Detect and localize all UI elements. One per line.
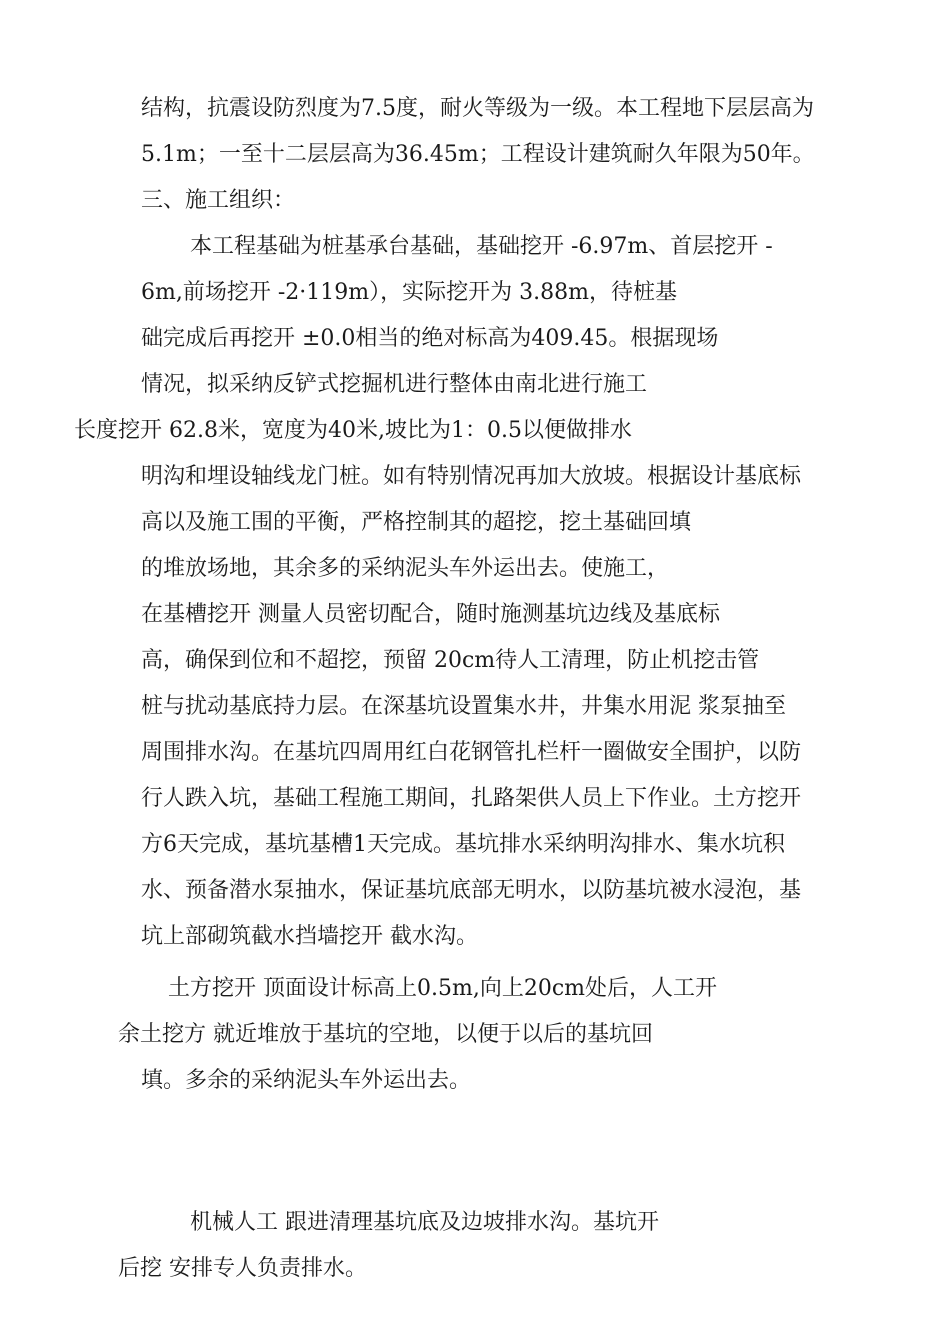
text-line: 土方挖开 顶面设计标高上0.5m,向上20cm处后，人工开 <box>168 976 718 1001</box>
text-line: 在基槽挖开 测量人员密切配合，随时施测基坑边线及基底标 <box>141 602 720 627</box>
text-line: 水、预备潜水泵抽水，保证基坑底部无明水，以防基坑被水浸泡，基 <box>141 878 802 903</box>
text-line: 桩与扰动基底持力层。在深基坑设置集水井，井集水用泥 浆泵抽至 <box>141 694 786 719</box>
text-line: 6m,前场挖开 -2·119m），实际挖开为 3.88m，待桩基 <box>141 280 677 305</box>
text-line: 情况，拟采纳反铲式挖掘机进行整体由南北进行施工 <box>141 372 648 397</box>
text-line: 余土挖方 就近堆放于基坑的空地，以便于以后的基坑回 <box>118 1022 653 1047</box>
text-line: 行人跌入坑，基础工程施工期间，扎路架供人员上下作业。土方挖开 <box>141 786 802 811</box>
text-line: 方6天完成，基坑基槽1天完成。基坑排水采纳明沟排水、集水坑积 <box>141 832 785 857</box>
text-line: 机械人工 跟进清理基坑底及边坡排水沟。基坑开 <box>190 1210 659 1235</box>
text-line: 后挖 安排专人负责排水。 <box>118 1256 367 1281</box>
text-line: 周围排水沟。在基坑四周用红白花钢管扎栏杆一圈做安全围护，以防 <box>141 740 802 765</box>
text-line: 础完成后再挖开 ±0.0相当的绝对标高为409.45。根据现场 <box>141 326 719 351</box>
text-line: 长度挖开 62.8米，宽度为40米,坡比为1：0.5以便做排水 <box>74 418 632 443</box>
text-line: 明沟和埋设轴线龙门桩。如有特别情况再加大放坡。根据设计基底标 <box>141 464 802 489</box>
text-line: 本工程基础为桩基承台基础，基础挖开 -6.97m、首层挖开 - <box>190 234 773 259</box>
section-heading: 三、施工组织： <box>141 188 296 213</box>
text-line: 坑上部砌筑截水挡墙挖开 截水沟。 <box>141 924 478 949</box>
text-line: 高以及施工围的平衡，严格控制其的超挖，挖土基础回填 <box>141 510 692 535</box>
text-line: 5.1m；一至十二层层高为36.45m；工程设计建筑耐久年限为50年。 <box>141 142 815 167</box>
text-line: 的堆放场地，其余多的采纳泥头车外运出去。使施工， <box>141 556 670 581</box>
text-line: 高，确保到位和不超挖，预留 20cm待人工清理，防止机挖击管 <box>141 648 760 673</box>
text-line: 结构，抗震设防烈度为7.5度，耐火等级为一级。本工程地下层层高为 <box>141 96 814 121</box>
text-line: 填。多余的采纳泥头车外运出去。 <box>141 1068 472 1093</box>
